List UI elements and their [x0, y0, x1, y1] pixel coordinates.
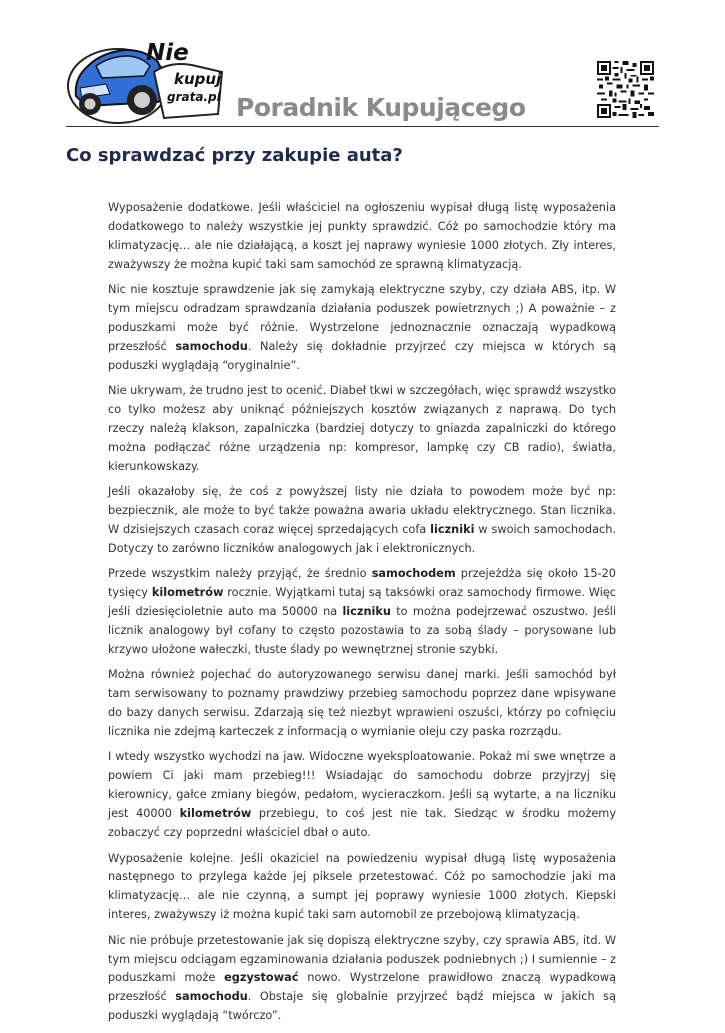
paragraph-text: Przede wszystkim należy przyjąć, że średnio [108, 567, 372, 581]
qr-code [597, 61, 654, 118]
document-title: Poradnik Kupującego [236, 93, 526, 122]
paragraph-text: Nic nie próbuje przetestowanie jak się dopiszą elektryczne szyby, czy sprawia ABS, itd. W tym miejscu odciągam egzaminowania działania poduszek podniebnych ;) I sumiennie – z poduszkami może [108, 933, 616, 985]
paragraph-text: rocznie. Wyjątkami tutaj są taksówki oraz samochody firmowe. Więc jeśli dziesięcioletnie auto ma 50000 na [108, 586, 617, 619]
keyword-link: egzystować [224, 971, 299, 985]
paragraph-text: przebiegu, to coś jest nie tak. Siedząc w środku możemy zobaczyć czy poprzedni właściciel dbał o auto. [108, 807, 616, 840]
article-paragraph [108, 199, 616, 275]
paragraph-text: Nie ukrywam, że trudno jest to ocenić. Diabeł tkwi w szczegółach, więc sprawdź wszystko co tylko możesz aby uniknąć późniejszych kosztów związanych z naprawą. Do tych rzeczy należą klakson, zapalniczka (bardziej dotyczy to gniazda zapalniczki do którego można podłączać różne urządzenia np: kompresor, lampkę czy CB radio), światła, kierunkowskazy. [108, 384, 616, 473]
paragraph-text: nowo. Wystrzelone prawidłowo znaczą wypadkową przeszłość [108, 971, 616, 1004]
article-paragraph [108, 932, 616, 1027]
header-divider [66, 126, 659, 127]
paragraph-text: Nic nie kosztuje sprawdzenie jak się zamykają elektryczne szyby, czy działa ABS, itp. W tym miejscu odradzam sprawdzania działania poduszek powietrznych ;) A poważnie – z poduszkami może być różnie. Wystrzelone jednoznacznie oznaczają wypadkową przeszłość [108, 283, 616, 353]
paragraph-text: . Obstaje się globalnie przyjrzeć bądź miejsca w jakich są poduszki wyglądają “twórczo”. [108, 990, 616, 1023]
article-paragraph [108, 748, 616, 843]
article-paragraph [108, 382, 616, 477]
logo-text-grata: grata.pl [167, 90, 221, 104]
paragraph-text: przejeżdża się około 15-20 tysięcy [108, 567, 616, 600]
article-heading: Co sprawdzać przy zakupie auta? [66, 145, 403, 166]
article-paragraph [108, 850, 616, 926]
logo-text-nie: Nie [146, 40, 189, 66]
paragraph-text: to można podejrzewać oszustwo. Jeśli licznik analogowy był cofany to często pozostawia to za sobą ślady – porysowane lub krzywo ułożone wałeczki, tłuste ślady po wewnętrznej stronie szybki. [108, 605, 616, 656]
keyword-link: samochodu [175, 339, 248, 353]
paragraph-text: . Należy się dokładnie przyjrzeć czy miejsca w których są poduszki wyglądają “oryginalnie”. [108, 339, 616, 372]
keyword-link: samochodu [175, 990, 248, 1004]
article-paragraph [108, 483, 616, 559]
keyword-link: kilometrów [151, 586, 224, 600]
article-body [108, 199, 616, 1033]
article-paragraph [108, 281, 616, 376]
site-logo[interactable] [66, 36, 226, 126]
paragraph-text: w swoich samochodach. Dotyczy to zarówno liczników analogowych jak i elektronicznych. [108, 523, 616, 555]
paragraph-text: Wyposażenie kolejne. Jeśli okaziciel na powiedzeniu wypisał długą listę wyposażenia następnego to przylega każde jej piksele przetestować. Cóż po samochodzie jaki ma klimatyzację… ale nie czynną, a sumpt jej poprawy wyniesie 1000 złotych. Kiepski interes, zważywszy iż można kupić taki sam automobil ze przebojową klimatyzacją. [108, 851, 616, 922]
paragraph-text: Można również pojechać do autoryzowanego serwisu danej marki. Jeśli samochód był tam serwisowany to poznamy prawdziwy przebieg samochodu poprzez dane wpisywane do bazy danych serwisu. Zdarzają się też niezbyt wprawieni oszuści, którzy po cofnięciu licznika nie zdejmą karteczek z informacją o wymianie oleju czy paska rozrządu. [108, 668, 616, 739]
keyword-link: kilometrów [179, 807, 252, 821]
qr-code-icon [597, 61, 654, 118]
keyword-link: samochodem [371, 567, 456, 581]
paragraph-text: Jeśli okazałoby się, że coś z powyższej listy nie działa to powodem może być np: bezpiecznik, ale może to być także poważna awaria układu elektrycznego. Stan licznika. W dzisiejszych czasach coraz więcej sprzedających cofa [108, 485, 616, 536]
car-logo-icon [66, 36, 226, 126]
keyword-link: liczniki [430, 523, 475, 536]
article-paragraph [108, 666, 616, 742]
paragraph-text: Wyposażenie dodatkowe. Jeśli właściciel na ogłoszeniu wypisał długą listę wyposażenia dodatkowego to należy wszystkie jej punkty sprawdzić. Cóż po samochodzie który ma klimatyzację… ale nie działającą, a koszt jej naprawy wyniesie 1000 złotych. Zły interes, zważywszy że można kupić taki sam samochód ze sprawną klimatyzacją. [108, 201, 616, 271]
article-paragraph [108, 565, 616, 660]
paragraph-text: I wtedy wszystko wychodzi na jaw. Widoczne wyeksploatowanie. Pokaż mi swe wnętrze a powiem Ci jaki mam przebieg!!! Wsiadając do samochodu dobrze przyjrzyj się kierownicy, gałce zmiany biegów, pedałom, wycieraczkom. Jeśli są wytarte, a na liczniku jest 40000 [108, 750, 616, 821]
keyword-link: liczniku [342, 605, 391, 619]
logo-text-kupuj: kupuj [174, 70, 222, 88]
